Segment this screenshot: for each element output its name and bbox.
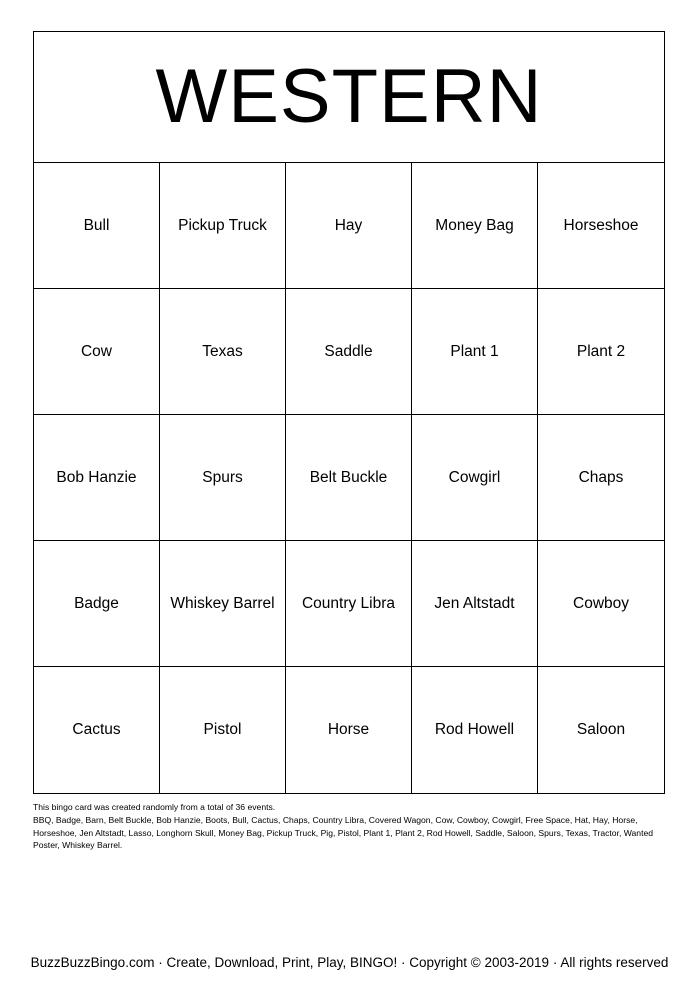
bingo-cell[interactable]: Cowgirl	[412, 415, 538, 541]
bingo-cell[interactable]: Badge	[34, 541, 160, 667]
bingo-cell[interactable]: Rod Howell	[412, 667, 538, 793]
bingo-cell[interactable]: Plant 2	[538, 289, 664, 415]
bingo-cell[interactable]: Pickup Truck	[160, 163, 286, 289]
bingo-cell[interactable]: Belt Buckle	[286, 415, 412, 541]
bingo-grid	[34, 163, 664, 793]
bingo-cell[interactable]: Bull	[34, 163, 160, 289]
bingo-cell[interactable]: Saddle	[286, 289, 412, 415]
bingo-cell[interactable]: Jen Altstadt	[412, 541, 538, 667]
disclaimer-line-1: This bingo card was created randomly from a total of 36 events.	[33, 802, 276, 812]
disclaimer-line-2: BBQ, Badge, Barn, Belt Buckle, Bob Hanzie, Boots, Bull, Cactus, Chaps, Country Libra, Covered Wagon, Cow, Cowboy, Cowgirl, Free Space, Hat, Hay, Horse, Horseshoe, Jen Altstadt, Lasso, Longhorn Skull, Money Bag, Pickup Truck, Pig, Pistol, Plant 1, Plant 2, Rod Howell, Saddle, Saloon, Spurs, Texas, Tractor, Wanted Poster, Whiskey Barrel.	[33, 815, 654, 851]
card-title: WESTERN	[34, 32, 664, 163]
bingo-cell[interactable]: Horse	[286, 667, 412, 793]
bingo-cell[interactable]: Hay	[286, 163, 412, 289]
bingo-cell[interactable]: Texas	[160, 289, 286, 415]
bingo-cell[interactable]: Plant 1	[412, 289, 538, 415]
bingo-cell[interactable]: Chaps	[538, 415, 664, 541]
bingo-cell[interactable]: Money Bag	[412, 163, 538, 289]
bingo-cell[interactable]: Cowboy	[538, 541, 664, 667]
bingo-cell[interactable]: Country Libra	[286, 541, 412, 667]
bingo-cell[interactable]: Spurs	[160, 415, 286, 541]
bingo-cell[interactable]: Saloon	[576, 721, 626, 739]
bingo-cell[interactable]: Whiskey Barrel	[160, 541, 286, 667]
bingo-cell[interactable]: Bob Hanzie	[34, 415, 160, 541]
disclaimer	[33, 801, 673, 852]
bingo-cell[interactable]: Cow	[34, 289, 160, 415]
footer-text: BuzzBuzzBingo.com · Create, Download, Print, Play, BINGO! · Copyright © 2003-2019 · All rights reserved	[30, 955, 669, 970]
bingo-cell[interactable]: Horseshoe	[538, 163, 664, 289]
bingo-cell[interactable]: Cactus	[34, 667, 160, 793]
bingo-cell[interactable]: Pistol	[160, 667, 286, 793]
bingo-card	[33, 31, 665, 794]
